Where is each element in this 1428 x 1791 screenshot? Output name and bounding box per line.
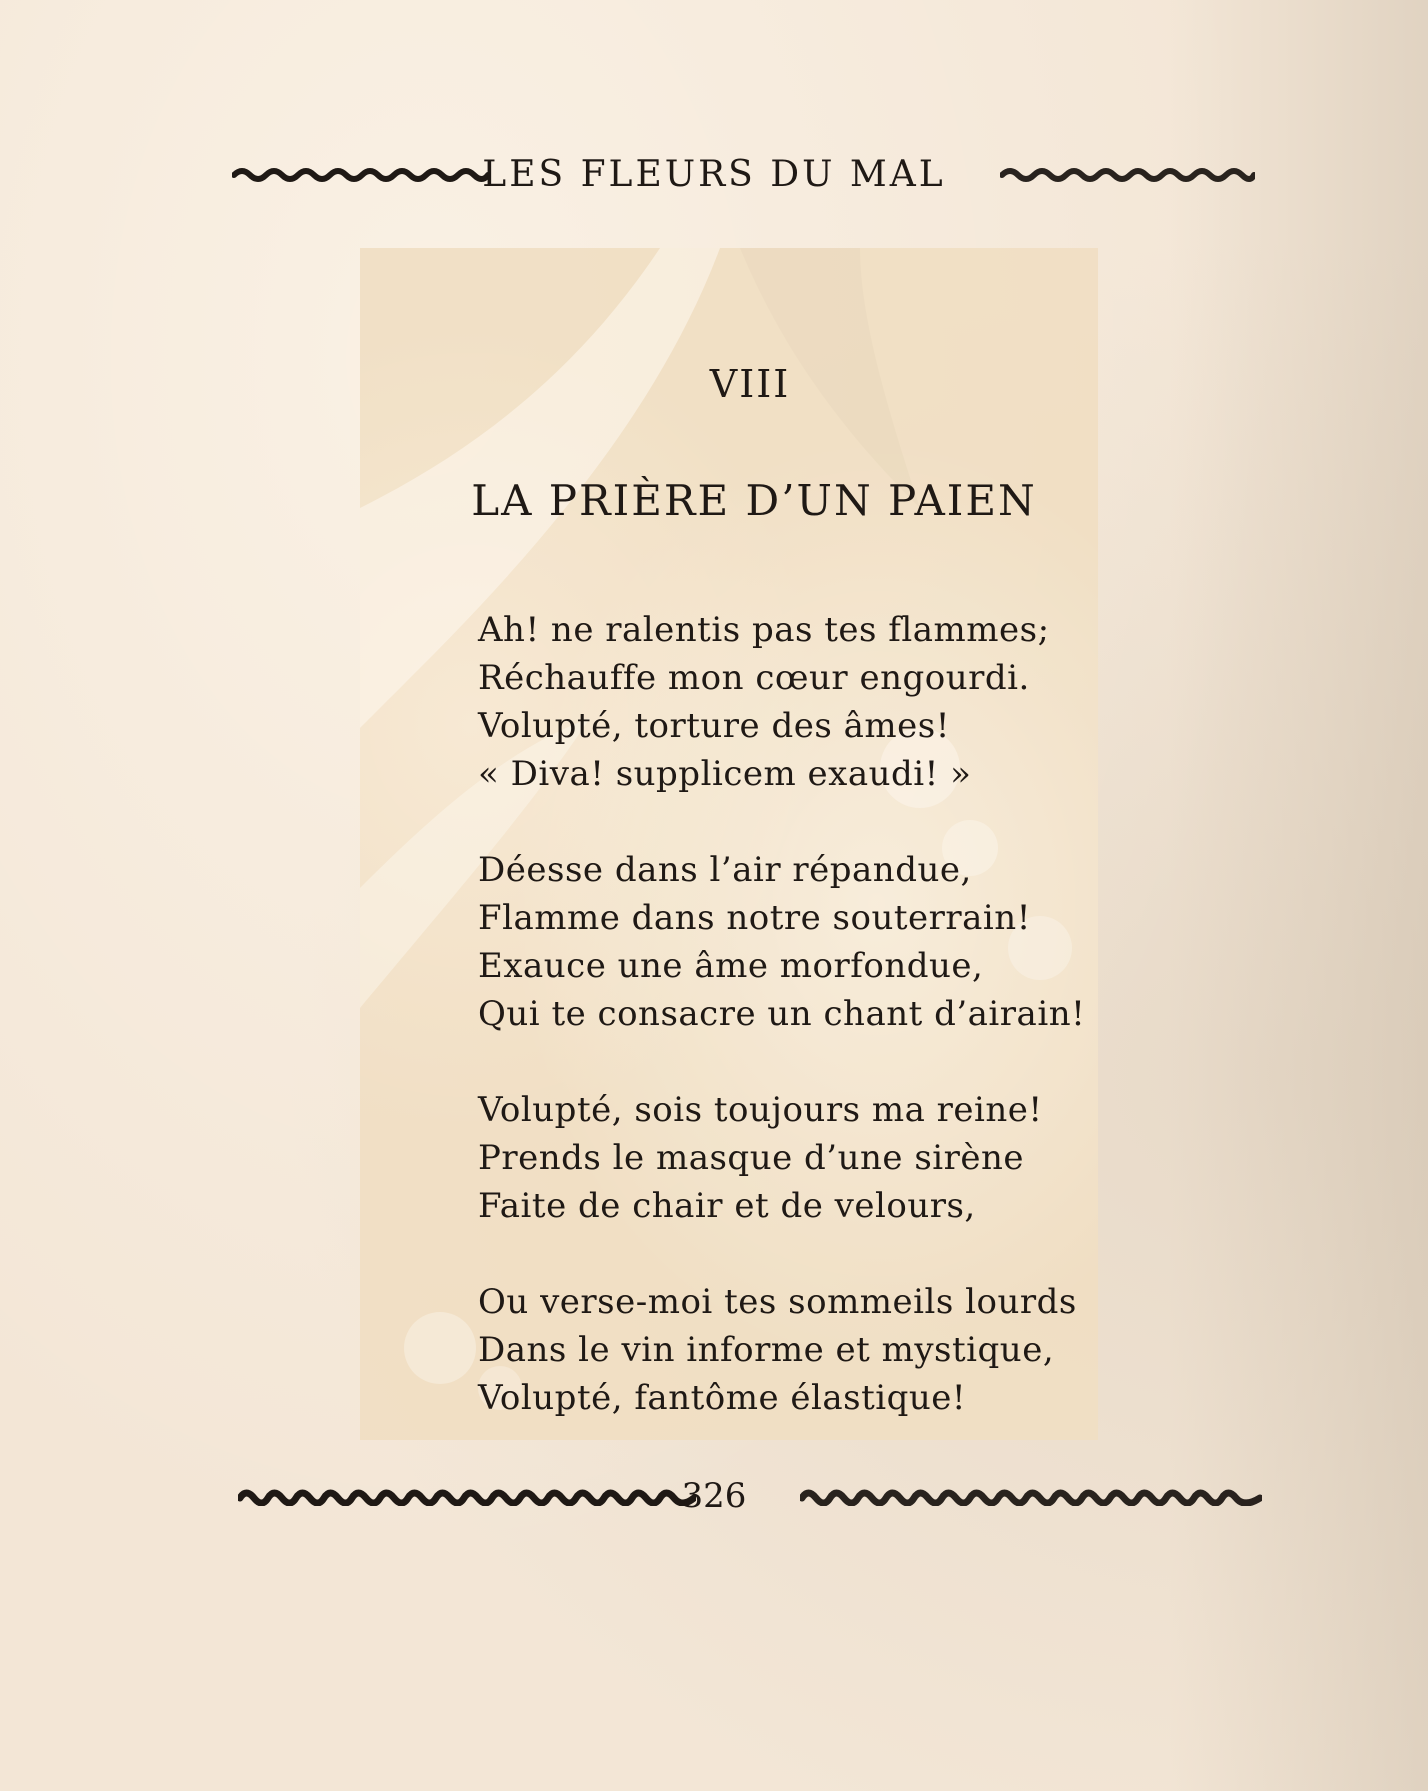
poem-body bbox=[478, 606, 1098, 1470]
verse-line: Faite de chair et de velours, bbox=[478, 1186, 976, 1226]
verse-line: Déesse dans l’air répandue, bbox=[478, 850, 972, 890]
stanza-1 bbox=[478, 606, 1098, 798]
verse-line: Ou verse-moi tes sommeils lourds bbox=[478, 1282, 1077, 1322]
verse-line: « Diva! supplicem exaudi! » bbox=[478, 754, 972, 794]
verse-line: Prends le masque d’une sirène bbox=[478, 1138, 1025, 1178]
stanza-3 bbox=[478, 1086, 1098, 1230]
verse-line: Exauce une âme morfondue, bbox=[478, 946, 984, 986]
poem-numeral: VIII bbox=[709, 362, 791, 406]
verse-line: Ah! ne ralentis pas tes flammes; bbox=[478, 610, 1050, 650]
stanza-2 bbox=[478, 846, 1098, 1038]
stanza-4 bbox=[478, 1278, 1098, 1422]
verse-line: Qui te consacre un chant d’airain! bbox=[478, 994, 1086, 1034]
page-fold-shadow bbox=[1168, 0, 1428, 1791]
poem-title: LA PRIÈRE D’UN PAIEN bbox=[471, 476, 1037, 525]
verse-line: Volupté, fantôme élastique! bbox=[478, 1378, 967, 1418]
running-header bbox=[0, 155, 1428, 195]
page-footer bbox=[0, 1476, 1428, 1516]
verse-line: Réchauffe mon cœur engourdi. bbox=[478, 658, 1030, 698]
running-title: LES FLEURS DU MAL bbox=[482, 154, 946, 195]
wave-ornament-right bbox=[800, 1486, 1262, 1506]
verse-line: Flamme dans notre souterrain! bbox=[478, 898, 1031, 938]
page-number: 326 bbox=[681, 1476, 747, 1516]
verse-line: Volupté, torture des âmes! bbox=[478, 706, 950, 746]
wave-ornament-right bbox=[1000, 165, 1255, 185]
verse-line: Dans le vin informe et mystique, bbox=[478, 1330, 1055, 1370]
verse-line: Volupté, sois toujours ma reine! bbox=[478, 1090, 1043, 1130]
